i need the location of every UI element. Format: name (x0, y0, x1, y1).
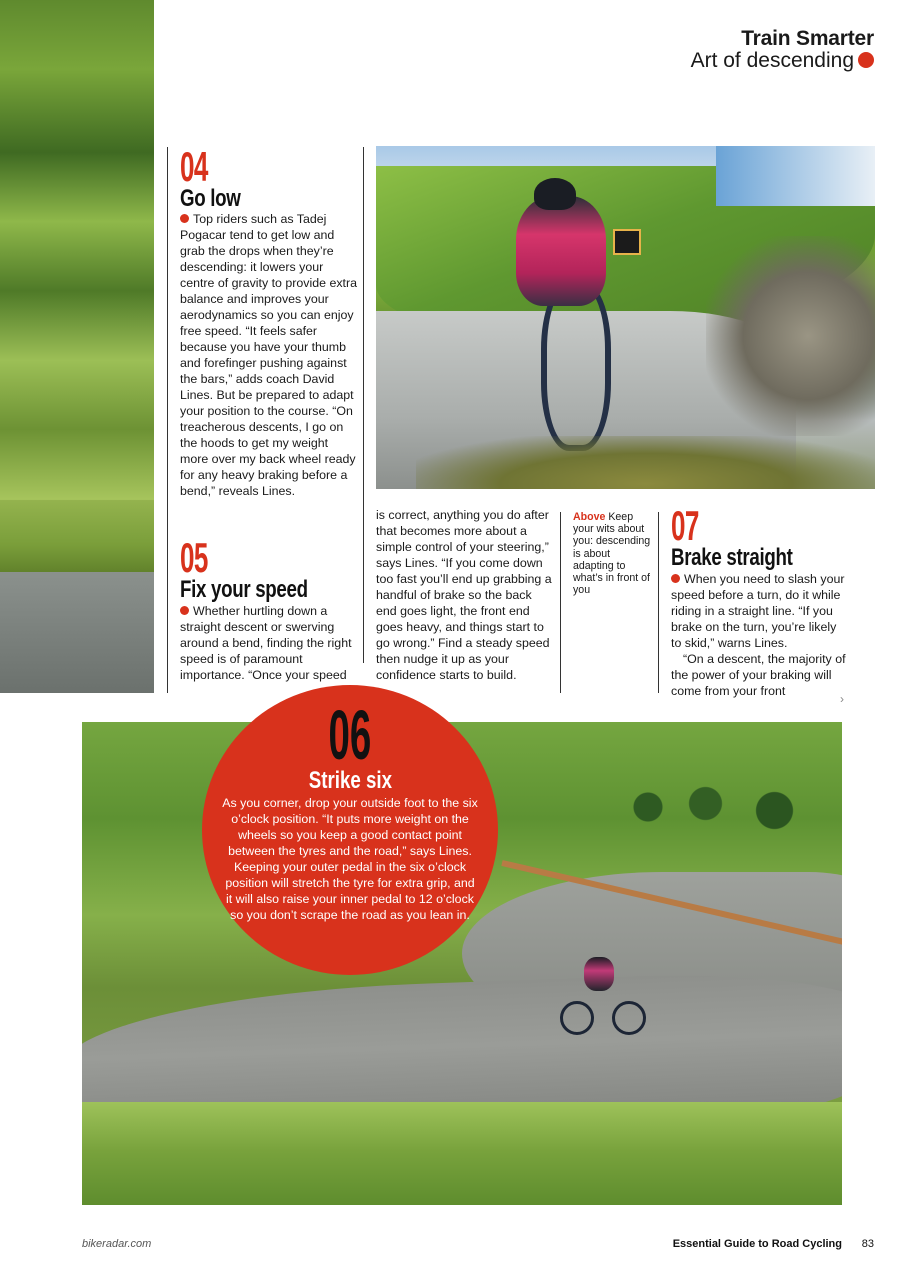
tip-05-text: Whether hurtling down a straight descent or swerving around a bend, finding the right speed is of paramount importance. “Once your speed (180, 604, 352, 682)
accent-dot (858, 52, 874, 68)
tip-04-body (180, 211, 358, 499)
page-number: 83 (861, 1238, 874, 1250)
column-rule-caption (560, 512, 561, 693)
tip-05-body (180, 603, 358, 683)
tip-07-body (671, 571, 847, 699)
tip-06-number (202, 696, 498, 774)
tip-07-number: 07 (671, 502, 699, 549)
helmet (534, 178, 576, 210)
left-photo-grass (0, 500, 154, 575)
column-rule-right (658, 512, 659, 693)
rider (584, 957, 614, 991)
road-sign (613, 229, 641, 255)
cyclist (516, 196, 606, 306)
tip-07-title: Brake straight (671, 544, 793, 571)
rear-wheel (560, 1001, 594, 1035)
bicycle (541, 281, 611, 451)
bullet-dot (671, 574, 680, 583)
tip-06-body: As you corner, drop your outside foot to the six o’clock position. “It puts more weight on the wheels so you keep a good contact point between the tyres and the road,” says Lines. Keeping your outer pedal in the six o’clock position will stretch the tyre for extra grip, and it will also raise your inner pedal to 12 o’clock so you don’t scrape the road as you lean in. (222, 796, 478, 922)
section-title: Train Smarter (741, 27, 874, 50)
tip-04-title: Go low (180, 185, 241, 212)
tip-05-title: Fix your speed (180, 576, 308, 603)
foreground-grass (82, 1102, 842, 1205)
tip-07-text-2: “On a descent, the majority of the power of your braking will come from your front (671, 652, 846, 698)
front-wheel (612, 1001, 646, 1035)
tip-04-text: Top riders such as Tadej Pogacar tend to get low and grab the drops when they’re descending: it lowers your centre of gravity to provide extra balance and improves your aerodynamics so you can enjoy free speed. “It feels safer because you have your thumb and forefinger pushing against the bars,” adds coach David Lines. But be prepared to adapt your position to the course. “On treacherous descents, I go on the hoods to get my weight more over my back wheel ready for any heavy braking before a bend,” reveals Lines. (180, 212, 357, 498)
left-landscape-photo (0, 0, 154, 693)
tip-05-number: 05 (180, 534, 208, 581)
photo-sky (716, 146, 875, 206)
cyclist-descending-photo (376, 146, 875, 489)
column-rule-middle (363, 147, 364, 663)
left-photo-road (0, 572, 154, 693)
bullet-dot (180, 214, 189, 223)
column-rule-left (167, 147, 168, 693)
footer-publication: Essential Guide to Road Cycling (672, 1238, 842, 1250)
tip-06-number-text: 06 (328, 696, 372, 774)
cyclist-cornering (560, 957, 650, 1037)
bullet-dot (180, 606, 189, 615)
foreground-blur (416, 436, 875, 489)
photo-trees (602, 772, 832, 842)
tip-06-title-text: Strike six (308, 767, 392, 794)
photo-caption (573, 511, 653, 596)
continue-arrow-icon: › (840, 692, 844, 706)
footer-site: bikeradar.com (82, 1238, 152, 1250)
tip-04-number: 04 (180, 143, 208, 190)
section-subtitle: Art of descending (690, 49, 854, 72)
tip-06-title (202, 768, 498, 794)
tip-05-continued: is correct, anything you do after that becomes more about a simple control of your steering,” says Lines. “If you come down too fast you’ll end up grabbing a handful of brake so the back end goes light, the front end goes heavy, and things start to go wrong.” Find a steady speed then nudge it up as your confidence starts to build. (376, 508, 552, 682)
photo-rocks (706, 236, 875, 436)
caption-lead: Above (573, 511, 606, 523)
caption-text: Keep your wits about you: descending is about adapting to what’s in front of you (573, 511, 651, 597)
tip-07-text: When you need to slash your speed before a turn, do it while riding in a straight line. “If you brake on the turn, you’re likely to skid,” warns Lines. (671, 572, 845, 650)
